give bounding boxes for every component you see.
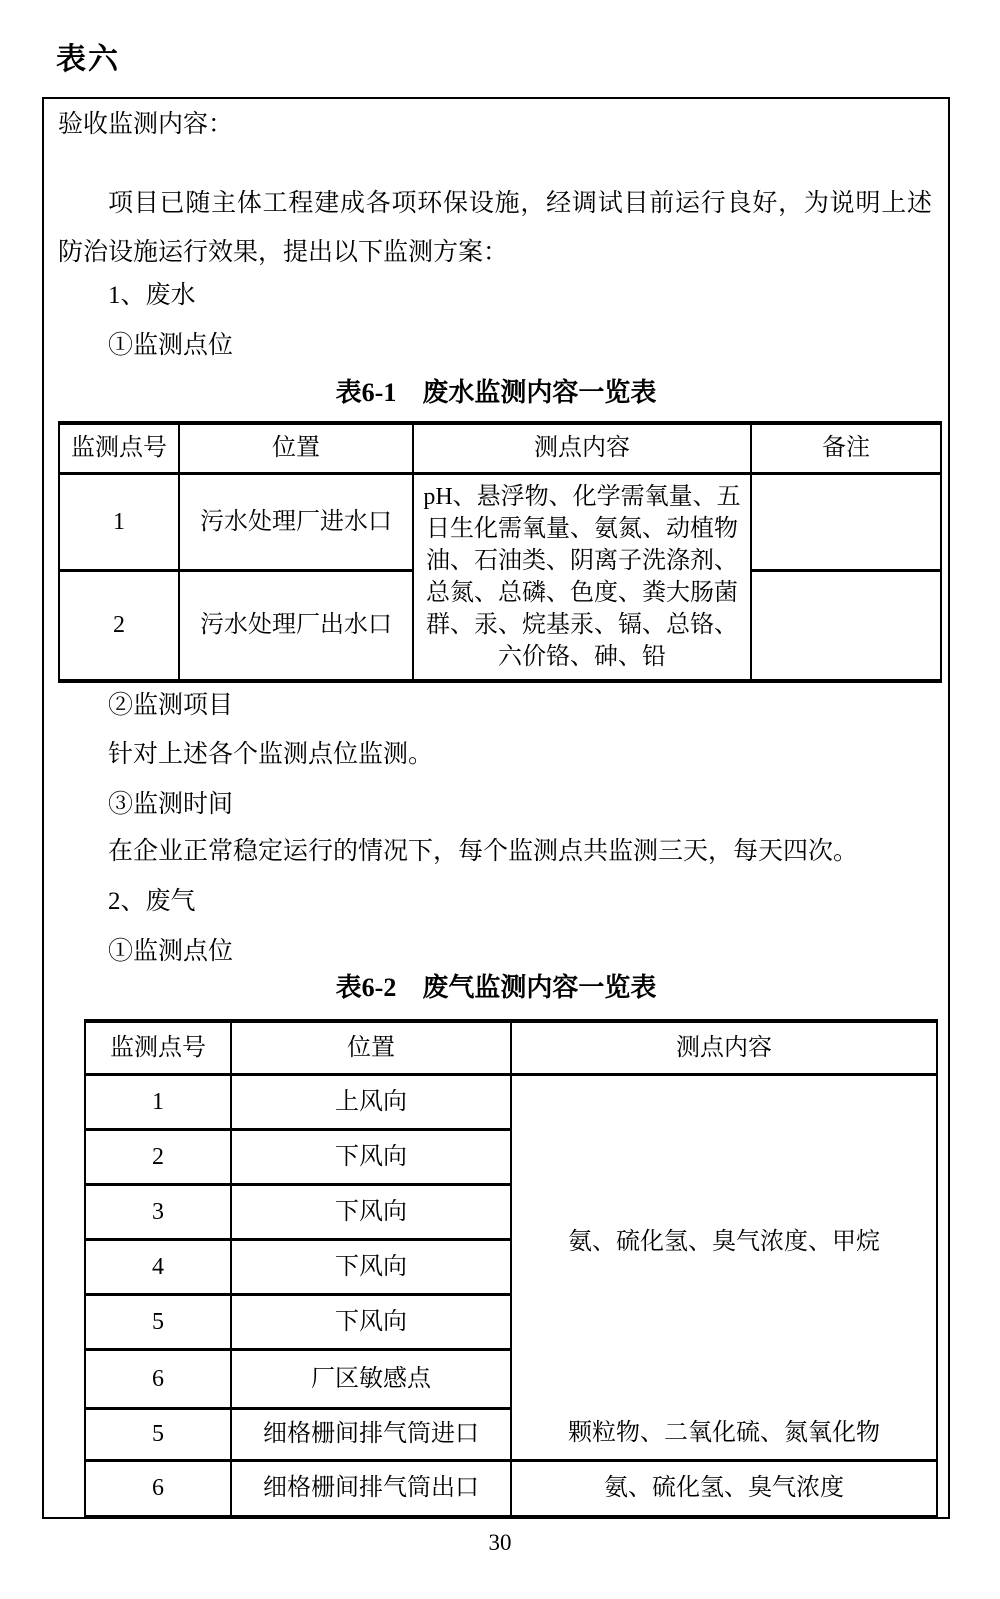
cell-point-no: 2 bbox=[85, 1129, 231, 1184]
table2-header-point-no: 监测点号 bbox=[85, 1021, 231, 1074]
cell-point-no: 5 bbox=[85, 1294, 231, 1349]
wastewater-monitor-time-text: 在企业正常稳定运行的情况下，每个监测点共监测三天，每天四次。 bbox=[108, 838, 859, 865]
page-number: 30 bbox=[488, 1530, 512, 1555]
cell-monitoring-parameters: 氨、硫化氢、臭气浓度、甲烷 bbox=[568, 1228, 880, 1255]
cell-location: 污水处理厂进水口 bbox=[179, 473, 413, 571]
frame-heading: 验收监测内容： bbox=[58, 111, 234, 138]
table2-header-row bbox=[85, 1021, 937, 1074]
cell-remark bbox=[751, 571, 941, 681]
table2-row bbox=[85, 1074, 937, 1129]
gas-monitor-points-label: ①监测点位 bbox=[108, 938, 234, 965]
table1-header-point-no: 监测点号 bbox=[59, 423, 179, 473]
cell-monitoring-parameters: 颗粒物、二氧化硫、氮氧化物 bbox=[511, 1408, 937, 1460]
content-frame bbox=[42, 97, 950, 1519]
cell-point-no: 6 bbox=[85, 1460, 231, 1517]
table2-caption: 表6-2 废气监测内容一览表 bbox=[335, 973, 657, 1002]
cell-location: 下风向 bbox=[231, 1129, 511, 1184]
cell-point-no: 2 bbox=[59, 571, 179, 681]
cell-location: 上风向 bbox=[231, 1074, 511, 1129]
table1-header-row bbox=[59, 423, 941, 473]
gas-monitoring-table bbox=[84, 1019, 938, 1519]
table2-header-content: 测点内容 bbox=[511, 1021, 937, 1074]
table1-header-remark: 备注 bbox=[751, 423, 941, 473]
cell-point-no: 5 bbox=[85, 1408, 231, 1460]
cell-point-no: 4 bbox=[85, 1239, 231, 1294]
cell-point-no: 1 bbox=[59, 473, 179, 571]
cell-location: 下风向 bbox=[231, 1184, 511, 1239]
cell-point-no: 1 bbox=[85, 1074, 231, 1129]
cell-point-no: 3 bbox=[85, 1184, 231, 1239]
table2-row bbox=[85, 1408, 937, 1460]
table1-header-content: 测点内容 bbox=[413, 423, 751, 473]
cell-location: 下风向 bbox=[231, 1239, 511, 1294]
table2-row bbox=[85, 1460, 937, 1517]
section-gas-title: 2、废气 bbox=[108, 888, 196, 915]
wastewater-monitor-time-label: ③监测时间 bbox=[108, 791, 234, 818]
cell-location: 细格栅间排气筒进口 bbox=[231, 1408, 511, 1460]
document-label: 表六 bbox=[56, 43, 120, 76]
table1-header-location: 位置 bbox=[179, 423, 413, 473]
cell-point-no: 6 bbox=[85, 1349, 231, 1408]
cell-monitoring-parameters: pH、悬浮物、化学需氧量、五日生化需氧量、氨氮、动植物油、石油类、阴离子洗涤剂、总氮、总磷、色度、粪大肠菌群、汞、烷基汞、镉、总铬、六价铬、砷、铅 bbox=[413, 473, 751, 681]
table2-header-location: 位置 bbox=[231, 1021, 511, 1074]
table1-caption: 表6-1 废水监测内容一览表 bbox=[335, 378, 657, 407]
cell-location: 污水处理厂出水口 bbox=[179, 571, 413, 681]
wastewater-monitor-items-text: 针对上述各个监测点位监测。 bbox=[108, 741, 434, 768]
section-wastewater-title: 1、废水 bbox=[108, 282, 196, 309]
cell-monitoring-parameters: 氨、硫化氢、臭气浓度 bbox=[604, 1475, 844, 1502]
wastewater-monitoring-table bbox=[58, 421, 942, 683]
wastewater-monitor-items-label: ②监测项目 bbox=[108, 692, 234, 719]
wastewater-monitor-points-label: ①监测点位 bbox=[108, 332, 234, 359]
cell-location: 厂区敏感点 bbox=[231, 1349, 511, 1408]
table1-row bbox=[59, 473, 941, 571]
intro-paragraph: 项目已随主体工程建成各项环保设施，经调试目前运行良好，为说明上述防治设施运行效果，提出以下监测方案： bbox=[58, 190, 932, 266]
cell-location: 下风向 bbox=[231, 1294, 511, 1349]
cell-remark bbox=[751, 473, 941, 571]
cell-location: 细格栅间排气筒出口 bbox=[231, 1460, 511, 1517]
